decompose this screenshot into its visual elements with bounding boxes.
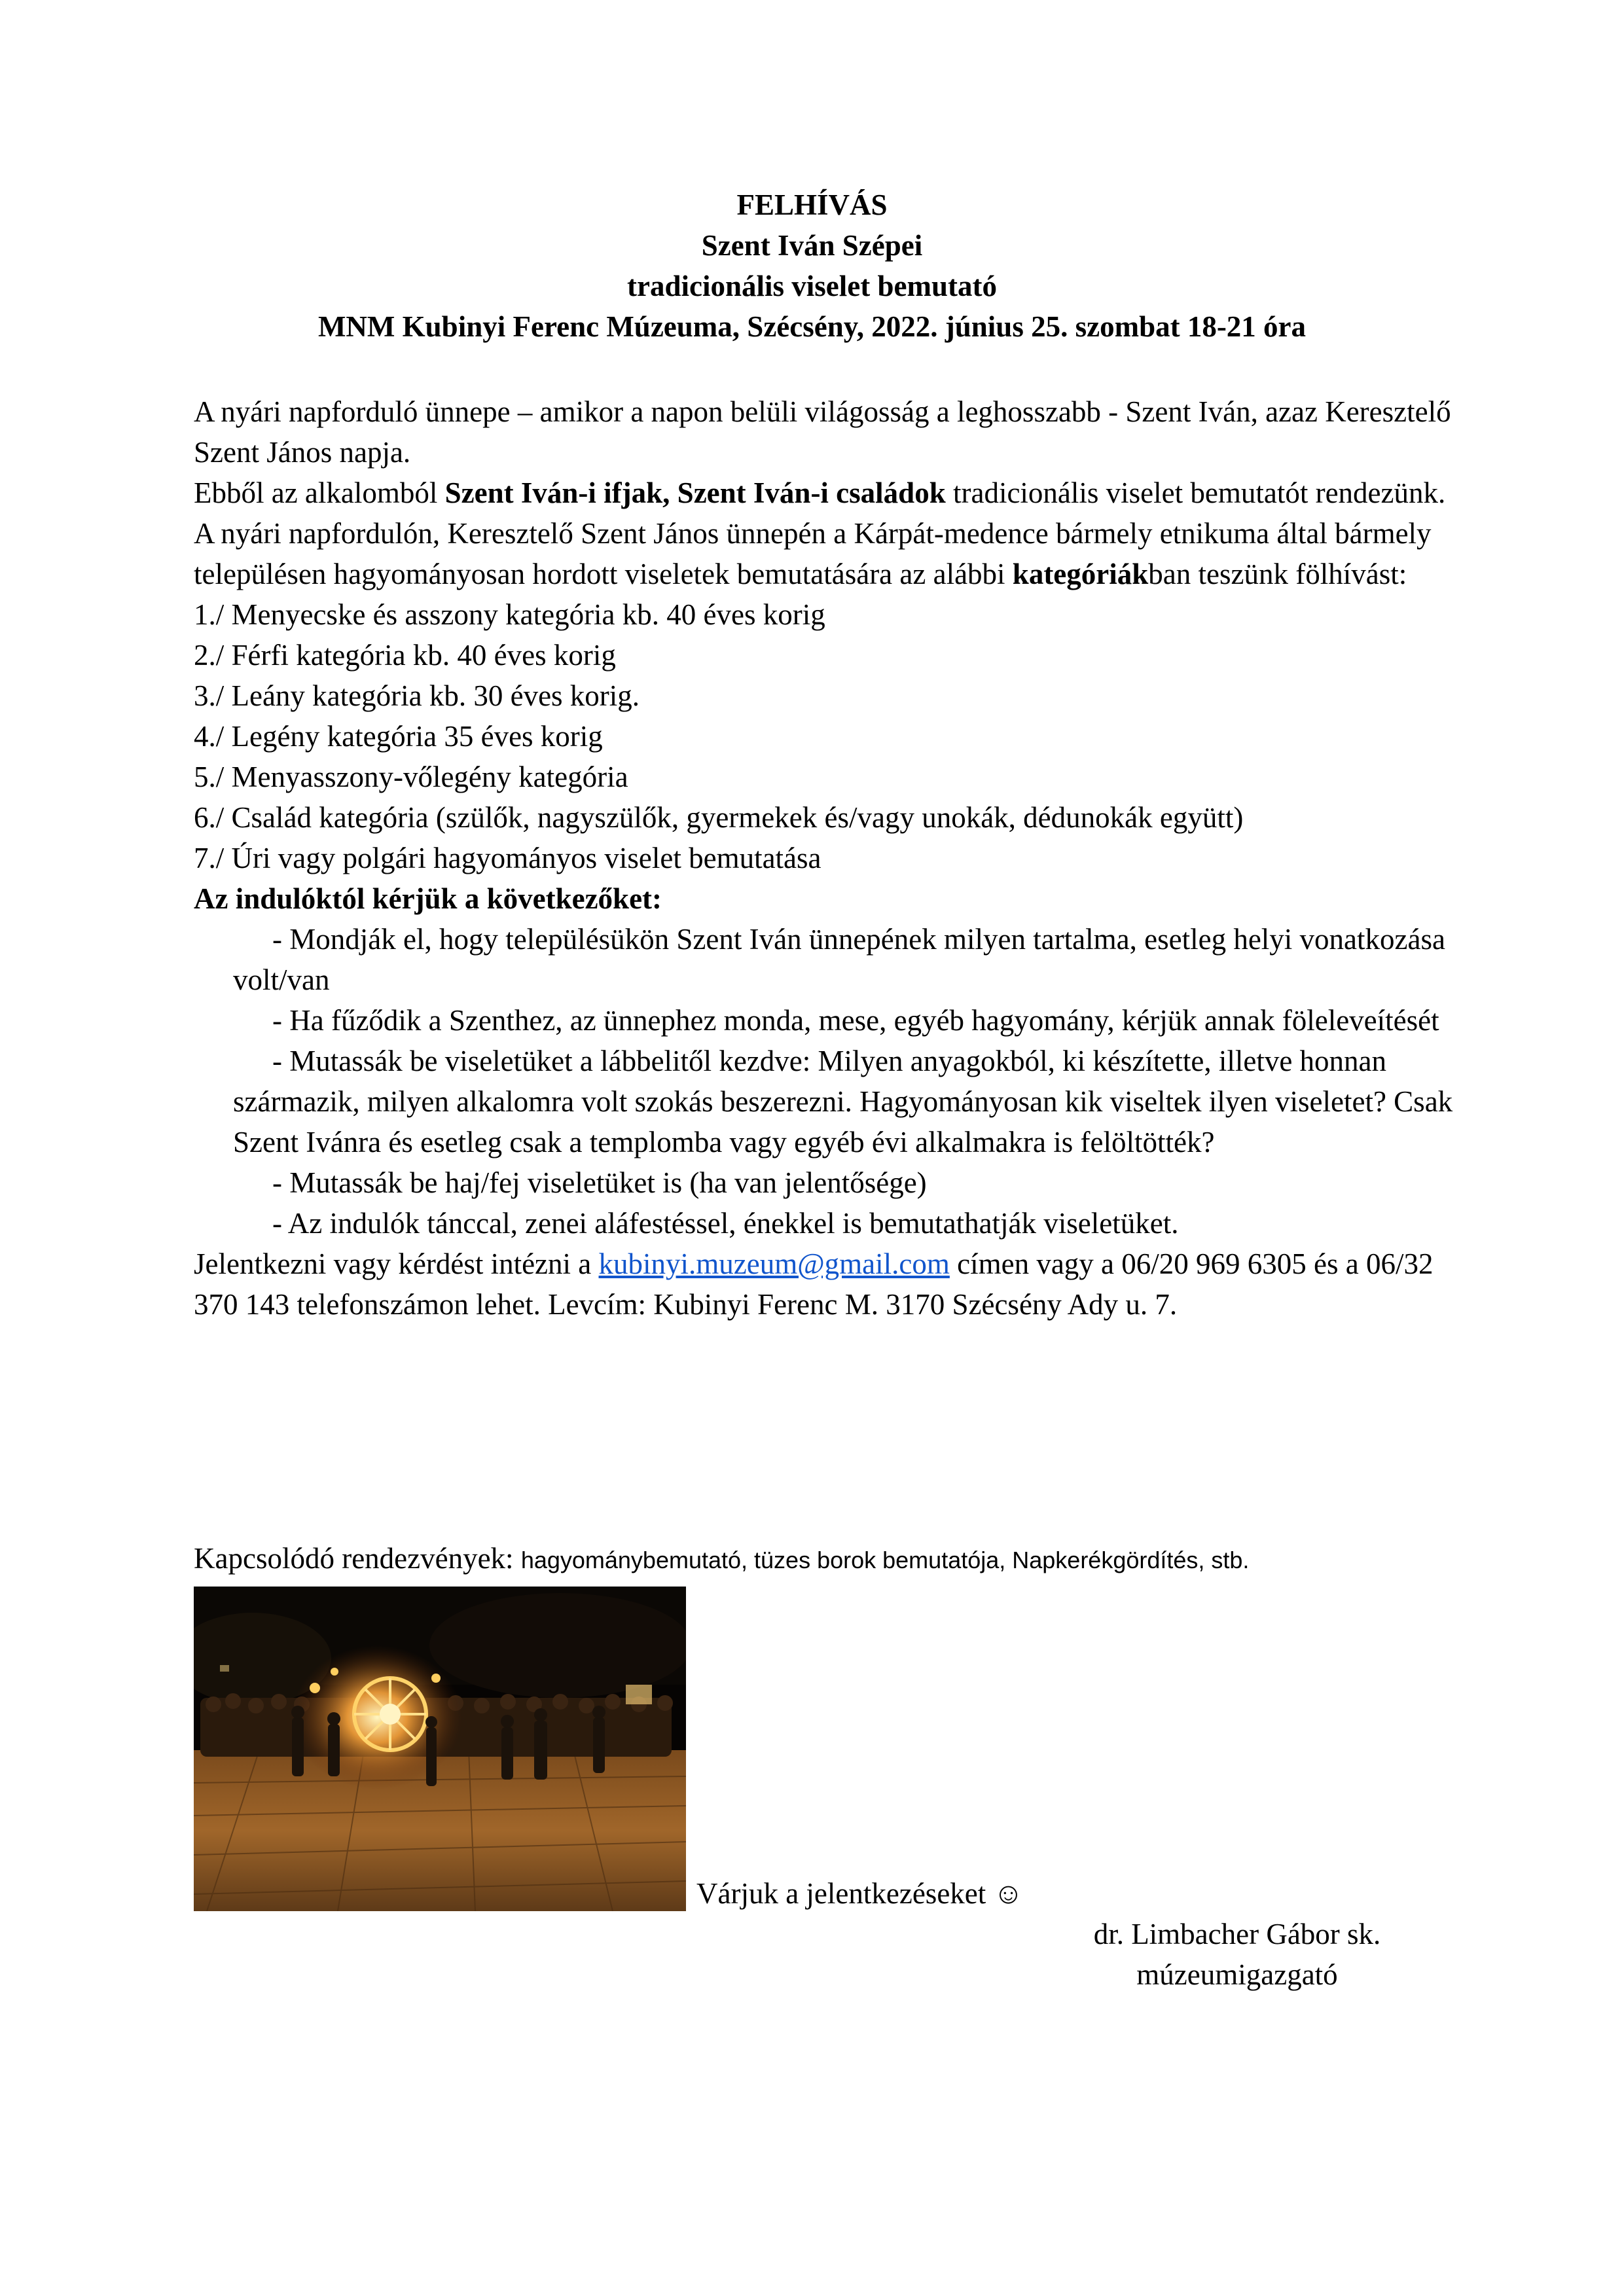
category-item: 3./ Leány kategória kb. 30 éves korig.	[194, 679, 640, 712]
request-item: - Mondják el, hogy településükön Szent Iván ünnepének milyen tartalma, esetleg helyi vonatkozása volt/van	[233, 923, 1445, 996]
category-item: 7./ Úri vagy polgári hagyományos viselet bemutatása	[194, 842, 821, 874]
intro-p3-bold: kategóriák	[1012, 558, 1149, 590]
header-event-subtitle: tradicionális viselet bemutató	[627, 270, 997, 302]
request-item: - Az indulók tánccal, zenei aláfestéssel, énekkel is bemutathatják viseletüket.	[272, 1207, 1179, 1240]
header-title: FELHÍVÁS	[736, 188, 888, 221]
requests-heading: Az indulóktól kérjük a következőket:	[194, 882, 662, 915]
related-items: hagyománybemutató, tüzes borok bemutatója, Napkerékgördítés, stb.	[520, 1547, 1250, 1573]
contact-text-b: címen vagy a 06/20 969 6305 és a 06/32 370 143 telefonszámon lehet. Levcím: Kubinyi Ferenc M. 3170 Szécsény Ady u. 7.	[194, 1247, 1434, 1321]
intro-paragraph-2	[194, 473, 1477, 513]
related-label: Kapcsolódó rendezvények:	[194, 1542, 521, 1575]
intro-paragraph-1: A nyári napforduló ünnepe – amikor a napon belüli világosság a leghosszabb - Szent Iván, azaz Keresztelő Szent János napja.	[194, 395, 1451, 469]
intro-paragraph-3	[194, 513, 1477, 594]
contact-text-a: Jelentkezni vagy kérdést intézni a	[194, 1247, 599, 1280]
contact-email-link[interactable]: kubinyi.muzeum@gmail.com	[598, 1247, 950, 1280]
requests-list	[194, 919, 1477, 1244]
event-photo	[194, 1587, 686, 1911]
request-item: - Ha fűződik a Szenthez, az ünnephez monda, mese, egyéb hagyomány, kérjük annak föleleveítését	[272, 1004, 1439, 1037]
category-item: 6./ Család kategória (szülők, nagyszülők, gyermekek és/vagy unokák, dédunokák együtt)	[194, 801, 1244, 834]
intro-p3-text-b: ban teszünk fölhívást:	[1148, 558, 1407, 590]
category-item: 5./ Menyasszony-vőlegény kategória	[194, 761, 628, 793]
intro-p2-bold: Szent Iván-i ifjak, Szent Iván-i családok	[444, 476, 946, 509]
category-item: 1./ Menyecske és asszony kategória kb. 40 éves korig	[194, 598, 825, 631]
category-list	[194, 594, 1477, 878]
intro-p3-text-a: A nyári napfordulón, Keresztelő Szent János ünnepén a Kárpát-medence bármely etnikuma által bármely településen hagyományosan hordott viseletek bemutatására az alábbi	[194, 517, 1432, 590]
category-item: 2./ Férfi kategória kb. 40 éves korig	[194, 639, 616, 672]
category-item: 4./ Legény kategória 35 éves korig	[194, 720, 603, 753]
request-item: - Mutassák be haj/fej viseletüket is (ha van jelentősége)	[272, 1166, 927, 1199]
request-item: - Mutassák be viseletüket a lábbelitől kezdve: Milyen anyagokból, ki készítette, illetve honnan származik, milyen alkalomra volt szokás beszerezni. Hagyományosan kik viseltek ilyen viseletet? Csak Szent Ivánra és esetleg csak a templomba vagy egyéb évi alkalmakra is felöltötték?	[233, 1045, 1453, 1158]
signatory-title: múzeumigazgató	[1136, 1958, 1338, 1991]
document-header	[0, 185, 1624, 347]
contact-paragraph	[194, 1244, 1477, 1325]
intro-p2-text-b: tradicionális viselet bemutatót rendezünk.	[945, 476, 1446, 509]
intro-p2-text-a: Ebből az alkalomból	[194, 476, 445, 509]
signatory-name: dr. Limbacher Gábor sk.	[1093, 1918, 1381, 1950]
closing-invitation: Várjuk a jelentkezéseket ☺	[696, 1877, 1024, 1910]
document-body	[194, 391, 1477, 1325]
signature-block	[1021, 1914, 1453, 1995]
header-event-name: Szent Iván Szépei	[701, 229, 923, 262]
related-events	[194, 1538, 1249, 1581]
night-festival-photo	[194, 1587, 686, 1911]
header-venue-date: MNM Kubinyi Ferenc Múzeuma, Szécsény, 2022. június 25. szombat 18-21 óra	[317, 310, 1307, 343]
